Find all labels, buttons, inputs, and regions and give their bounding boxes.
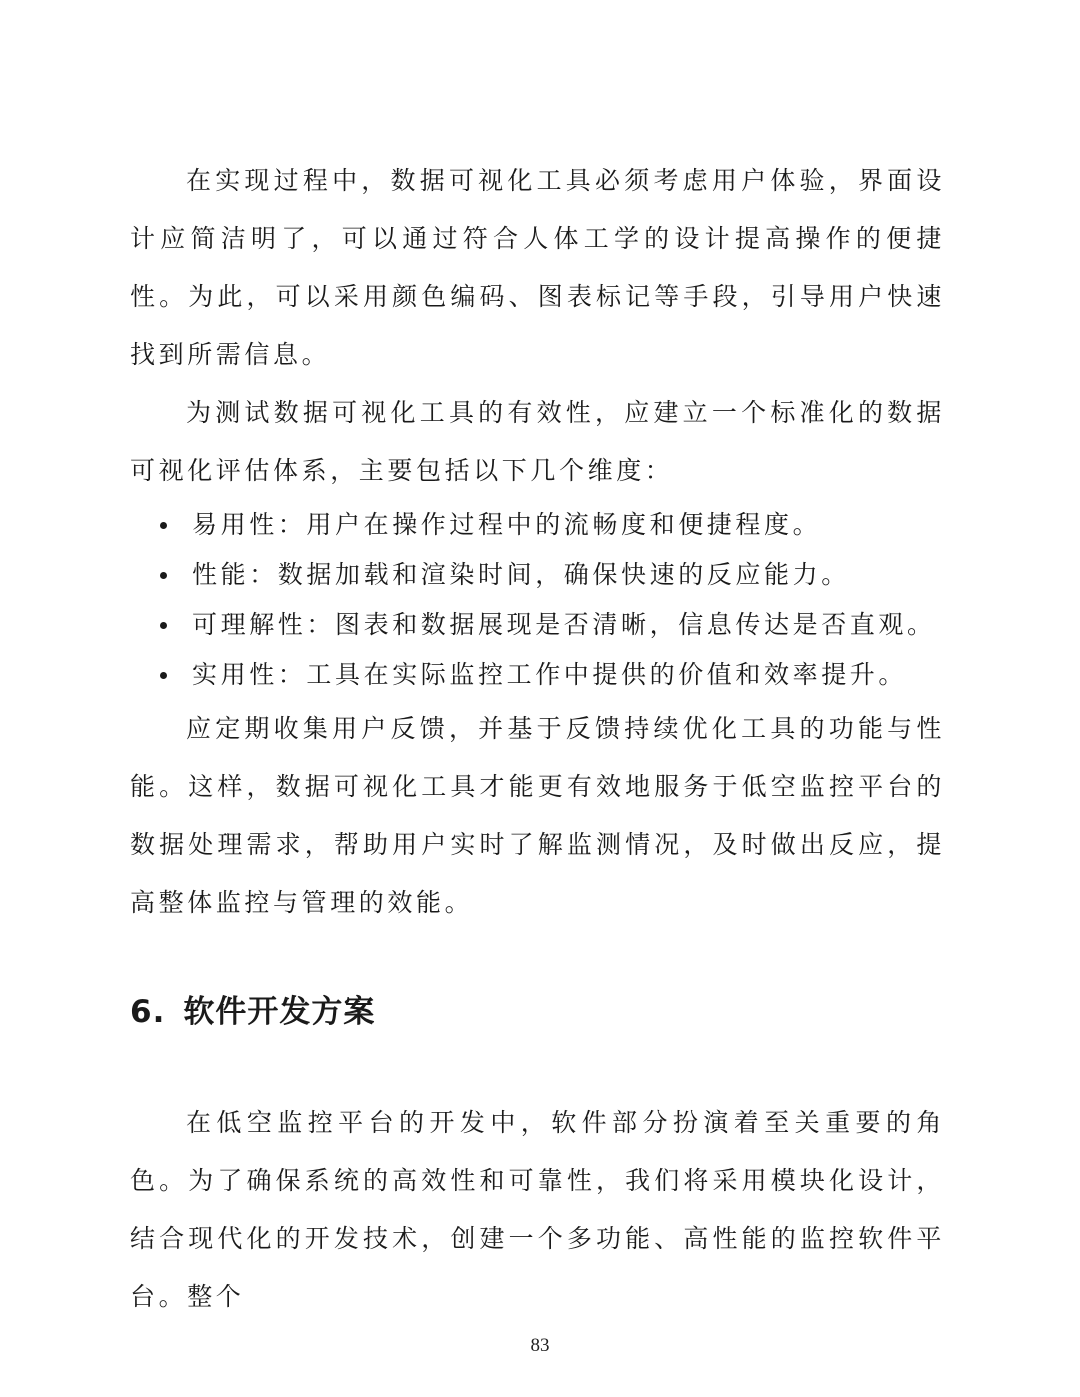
list-item-text: 可理解性：图表和数据展现是否清晰，信息传达是否直观。 — [192, 610, 936, 639]
section-heading — [130, 982, 945, 1042]
evaluation-dimensions-list — [130, 500, 945, 700]
paragraph-feedback: 应定期收集用户反馈，并基于反馈持续优化工具的功能与性能。这样，数据可视化工具才能更有效地服务于低空监控平台的数据处理需求，帮助用户实时了解监测情况，及时做出反应，提高整体监控与管理的效能。 — [130, 714, 945, 917]
bullet-icon — [160, 572, 167, 579]
paragraph-software-intro: 在低空监控平台的开发中，软件部分扮演着至关重要的角色。为了确保系统的高效性和可靠性，我们将采用模块化设计，结合现代化的开发技术，创建一个多功能、高性能的监控软件平台。整个 — [130, 1108, 945, 1311]
page-content — [130, 152, 945, 1326]
paragraph-evaluation-intro: 为测试数据可视化工具的有效性，应建立一个标准化的数据可视化评估体系，主要包括以下几个维度： — [130, 398, 945, 485]
list-item-text: 实用性：工具在实际监控工作中提供的价值和效率提升。 — [192, 660, 908, 689]
bullet-icon — [160, 672, 167, 679]
list-item — [130, 650, 945, 700]
section-title: 软件开发方案 — [183, 994, 376, 1030]
paragraph-ux-design: 在实现过程中，数据可视化工具必须考虑用户体验，界面设计应简洁明了，可以通过符合人体工学的设计提高操作的便捷性。为此，可以采用颜色编码、图表标记等手段，引导用户快速找到所需信息。 — [130, 166, 945, 369]
list-item — [130, 600, 945, 650]
bullet-icon — [160, 622, 167, 629]
list-item — [130, 500, 945, 550]
bullet-icon — [160, 522, 167, 529]
list-item — [130, 550, 945, 600]
list-item-text: 易用性：用户在操作过程中的流畅度和便捷程度。 — [192, 510, 822, 539]
list-item-text: 性能：数据加载和渲染时间，确保快速的反应能力。 — [192, 560, 850, 589]
page-number: 83 — [530, 1335, 550, 1356]
section-number: 6. — [130, 994, 166, 1030]
